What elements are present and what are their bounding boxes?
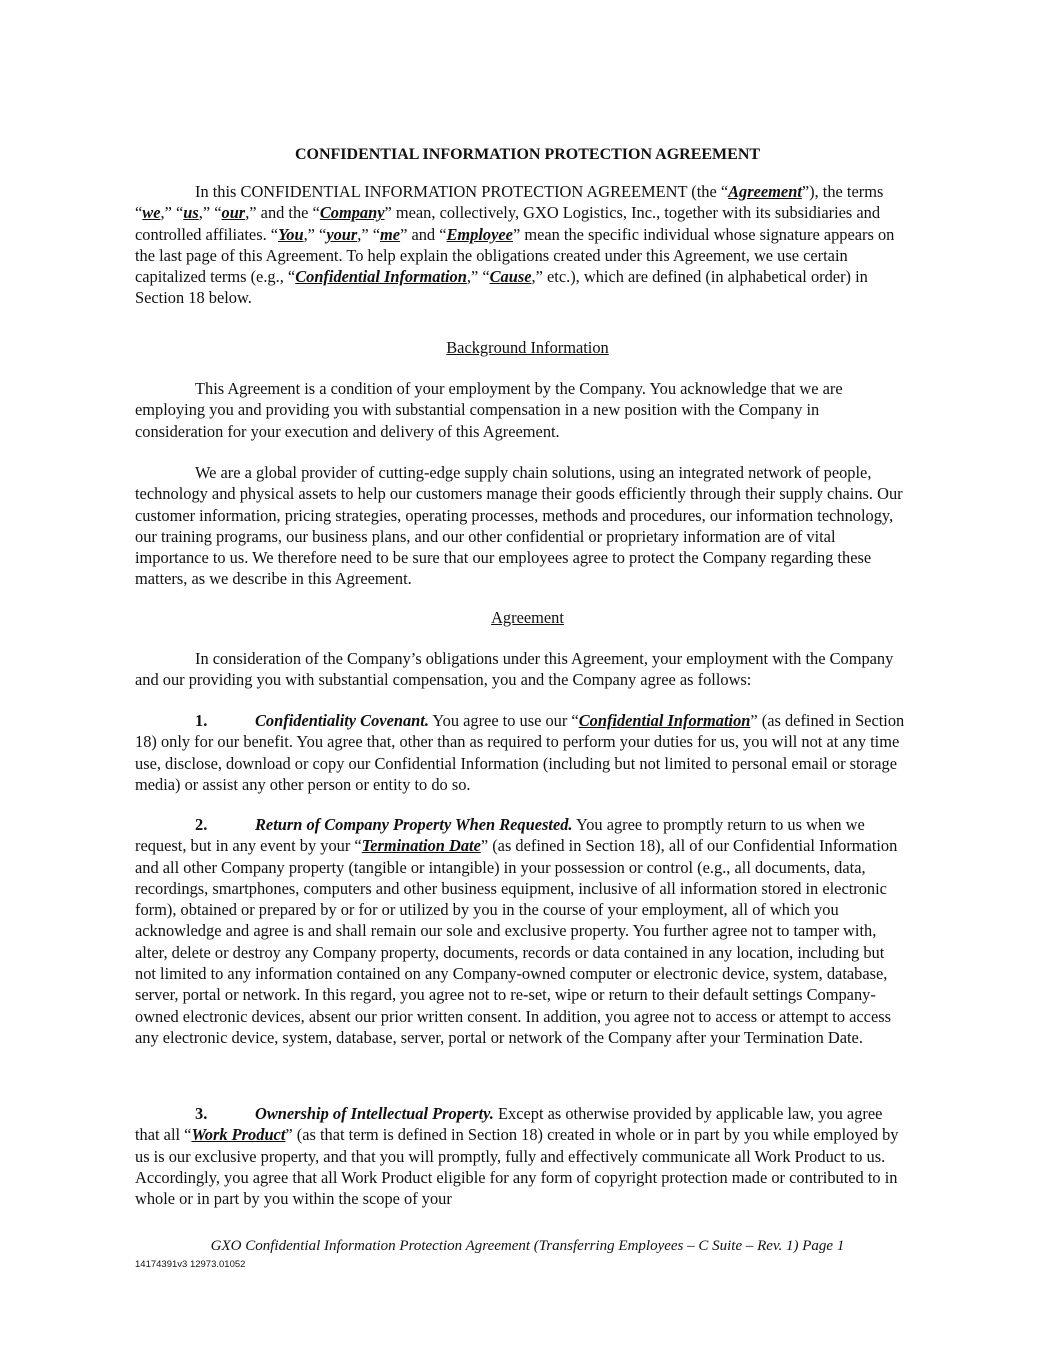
intro-text: ,” “ [303, 224, 327, 244]
background-paragraph-2 [135, 462, 907, 590]
section-number: 2. [195, 815, 208, 834]
defined-term: Work Product [191, 1125, 286, 1145]
document-id: 14174391v3 12973.01052 [135, 1259, 246, 1270]
intro-text: ,” “ [357, 224, 381, 244]
intro-text: ,” and the “ [245, 203, 320, 223]
defined-term-company: Company [319, 203, 385, 223]
defined-term-we: we [142, 203, 161, 223]
section-text: You agree to promptly return to us when we request, but in any event by your “ [135, 815, 865, 856]
background-heading: Background Information [446, 338, 609, 357]
section-text: Except as otherwise provided by applicable law, you agree that all “ [135, 1104, 883, 1145]
section-text: ” (as that term is defined in Section 18) created in whole or in part by you while employed by us is our exclusive property, and that you will promptly, fully and effectively communicate all Work Product to us. Accordingly, you agree that all Work Product eligible for any form of copyright protection made or contributed to in whole or in part by you within the scope of your [135, 1125, 899, 1209]
intro-text: ” and “ [400, 224, 447, 244]
intro-text: ,” “ [466, 267, 490, 287]
defined-term-me: me [380, 224, 401, 244]
paragraph-text: In consideration of the Company’s obligations under this Agreement, your employment with the Company and our providing you with substantial compensation, you and the Company agree as follows: [135, 649, 894, 690]
page-footer [0, 1238, 1055, 1255]
section-text: ” (as defined in Section 18) only for our benefit. You agree that, other than as required to perform your duties for us, you will not at any time use, disclose, download or copy our Confidential Information (including but not limited to personal email or storage media) or assist any other person or entity to do so. [135, 711, 905, 794]
paragraph-text: We are a global provider of cutting-edge supply chain solutions, using an integrated network of people, technology and physical assets to help our customers manage their goods efficiently through their supply chains. Our customer information, pricing strategies, operating processes, methods and procedures, our information technology, our training programs, our business plans, and our other confidential or proprietary information are of vital importance to us. We therefore need to be sure that our employees agree to protect the Company regarding these matters, as we describe in this Agreement. [135, 463, 903, 589]
defined-term-agreement: Agreement [728, 182, 802, 201]
defined-term-us: us [183, 203, 199, 223]
section-2 [135, 814, 907, 1048]
defined-term-you: You [278, 224, 304, 244]
document-title: CONFIDENTIAL INFORMATION PROTECTION AGREEMENT [294, 146, 761, 163]
defined-term-your: your [326, 224, 358, 244]
background-paragraph-1 [135, 378, 907, 442]
intro-text: ,” “ [160, 203, 184, 223]
intro-paragraph [135, 181, 907, 309]
intro-text: ,” “ [198, 203, 222, 223]
section-text: You agree to use our “ [428, 711, 579, 730]
agreement-heading: Agreement [491, 608, 564, 627]
defined-term: Confidential Information [578, 711, 751, 730]
paragraph-text: This Agreement is a condition of your employment by the Company. You acknowledge that we are employing you and providing you with substantial compensation in a new position with the Company in consideration for your execution and delivery of this Agreement. [135, 379, 843, 441]
section-number: 3. [195, 1104, 208, 1123]
defined-term-employee: Employee [446, 224, 513, 244]
defined-term-cause: Cause [489, 267, 532, 287]
intro-text: ,” etc.), which are defined (in alphabetical order) in Section 18 below. [135, 267, 868, 308]
section-heading: Return of Company Property When Requested. [255, 815, 573, 834]
intro-text: In this CONFIDENTIAL INFORMATION PROTECTION AGREEMENT (the “ [195, 182, 729, 201]
intro-text: ” mean, collectively, GXO Logistics, Inc., together with its subsidiaries and controlled affiliates. “ [135, 203, 881, 244]
intro-text: ”), the terms “ [135, 182, 884, 223]
section-3 [135, 1103, 907, 1209]
defined-term-our: our [221, 203, 246, 223]
section-heading: Confidentiality Covenant. [255, 711, 429, 730]
page-number: Page 1 [802, 1238, 845, 1254]
section-text: ” (as defined in Section 18), all of our Confidential Information and all other Company property (tangible or intangible) in your possession or control (e.g., all documents, data, recordings, smartphones, computers and other business equipment, inclusive of all information stored in electronic form), obtained or prepared by or for or utilized by you in the course of your employment, all of which you acknowledge and agree is and shall remain our sole and exclusive property. You further agree not to tamper with, alter, delete or destroy any Company property, documents, records or data contained in any location, including but not limited to any information contained on any Company-owned computer or electronic device, system, database, server, portal or network. In this regard, you agree not to re-set, wipe or return to their default settings Company-owned electronic devices, absent our prior written consent. In addition, you agree not to access or attempt to access any electronic device, system, database, server, portal or network of the Company after your Termination Date. [135, 836, 898, 1047]
agreement-intro-paragraph [135, 648, 907, 691]
section-heading: Ownership of Intellectual Property. [255, 1104, 494, 1123]
footer-text: GXO Confidential Information Protection Agreement (Transferring Employees – C Suite – Rev. 1) [210, 1238, 799, 1254]
defined-term-confidential-information: Confidential Information [295, 267, 467, 287]
section-1 [135, 710, 907, 795]
defined-term: Termination Date [361, 836, 481, 856]
intro-text: ” mean the specific individual whose signature appears on the last page of this Agreement. To help explain the obligations created under this Agreement, we use certain capitalized terms (e.g., “ [135, 224, 895, 287]
section-number: 1. [195, 711, 208, 730]
